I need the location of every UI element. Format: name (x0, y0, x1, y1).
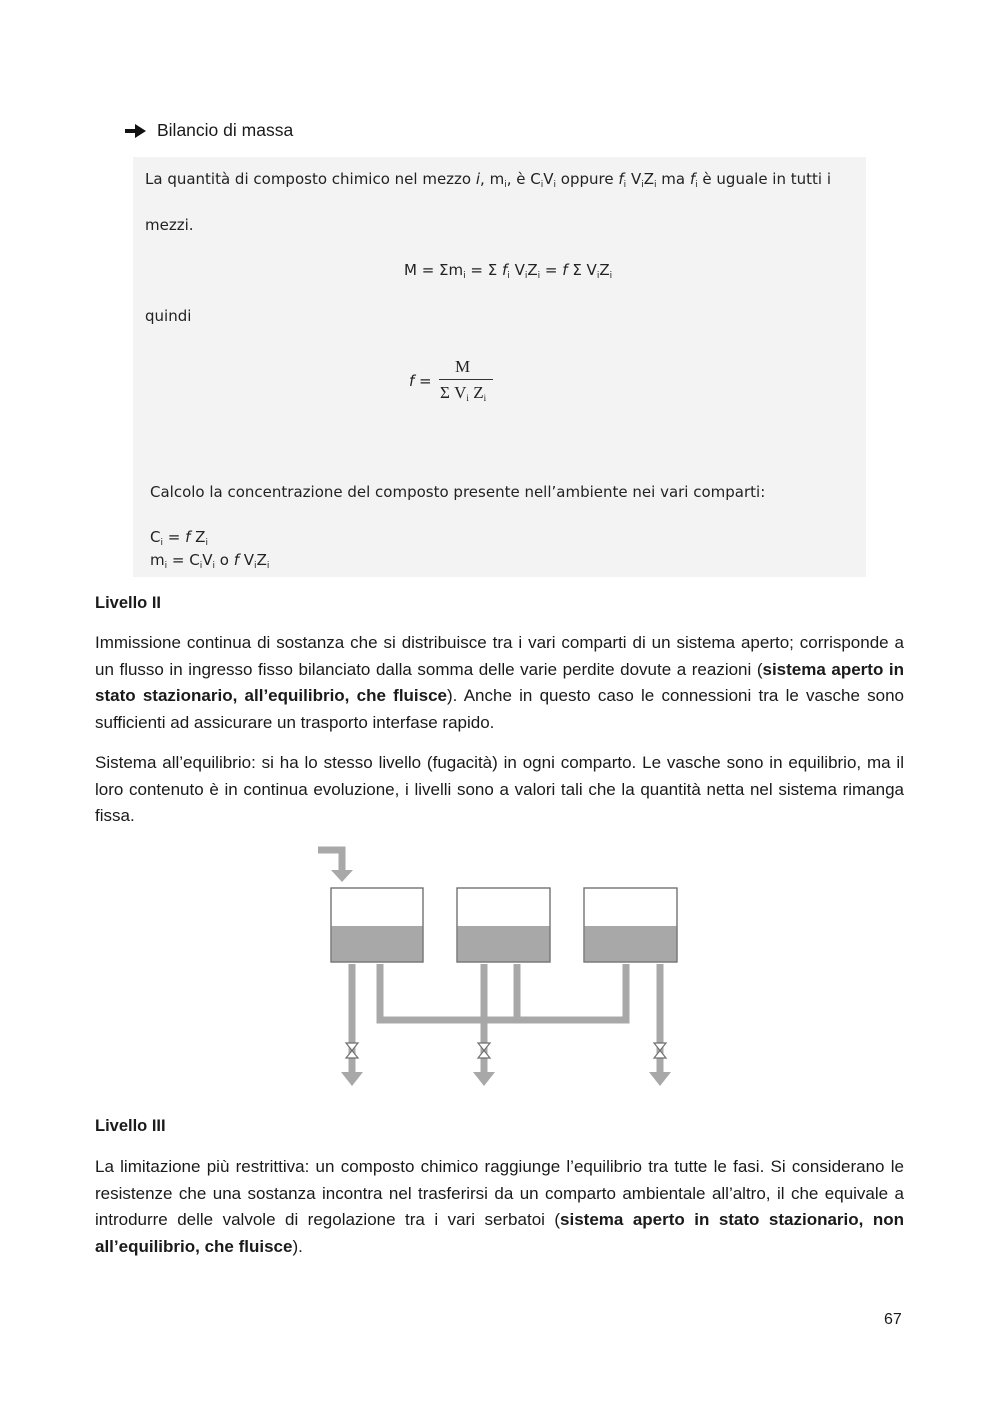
inflow-arrow-icon (331, 870, 353, 882)
hourglass-valve-icon (654, 1043, 666, 1058)
equation-fugacity-denominator: Σ $V_i$ $Z_i$ (440, 383, 487, 403)
equation-mass: $m_i = C_iV_i$ o f $V_iZ_i$ (150, 551, 270, 571)
level3-paragraph-1: La limitazione più restrittiva: un composto chimico raggiunge l’equilibrio tra tutte le fasi. Si considerano le resistenze che una sostanza incontra nel trasferirsi da un comparto ambientale all’altro, il che equivale a introdurre delle valvole di regolazione tra i vari serbatoi (sistema aperto in stato stazionario, non all’equilibrio, che fluisce). (95, 1157, 904, 1256)
bullet-heading (125, 120, 293, 141)
excerpt-line-1: La quantità di composto chimico nel mezzo i, $m_i$, è $C_iV_i$ oppure $f_i$ $V_iZ_i$ ma $f_i$ è uguale in tutti i (145, 170, 832, 190)
fraction-bar (439, 379, 493, 380)
connection-pipe-main (380, 964, 626, 1020)
level3-title: Livello III (95, 1117, 166, 1135)
outflow-arrow-icon (473, 1072, 495, 1086)
bullet-heading-text: Bilancio di massa (157, 120, 294, 140)
outflow-arrow-icon (341, 1072, 363, 1086)
equation-concentration: $C_i = f$ $Z_i$ (150, 528, 208, 548)
hourglass-valve-icon (478, 1043, 490, 1058)
excerpt-quindi: quindi (145, 307, 192, 325)
excerpt-box (133, 157, 866, 577)
equation-fugacity-numerator: M (455, 357, 471, 376)
inflow-pipe (318, 850, 342, 870)
equation-fugacity-lhs: f = (409, 372, 432, 390)
tank-3 (584, 888, 677, 962)
right-arrow-icon (125, 123, 147, 139)
excerpt-calc-line: Calcolo la concentrazione del composto presente nell’ambiente nei vari comparti: (150, 483, 766, 501)
hourglass-valve-icon (346, 1043, 358, 1058)
level2-title: Livello II (95, 594, 162, 612)
tanks-diagram (310, 840, 700, 1102)
outflow-arrow-icon (649, 1072, 671, 1086)
level2-paragraph-2: Sistema all’equilibrio: si ha lo stesso livello (fugacità) in ogni comparto. Le vasche sono in equilibrio, ma il loro contenuto è in continua evoluzione, i livelli sono a valori tali che la quantità netta nel sistema rimanga fissa. (95, 753, 904, 825)
excerpt-line-2: mezzi. (145, 216, 194, 234)
level2-paragraph-1: Immissione continua di sostanza che si distribuisce tra i vari comparti di un sistema aperto; corrisponde a un flusso in ingresso fisso bilanciato dalla somma delle varie perdite dovute a reazioni (sistema aperto in stato stazionario, all’equilibrio, che fluisce). Anche in questo caso le connessioni tra le vasche sono sufficienti ad assicurare un trasporto interfase rapido. (95, 633, 905, 732)
equation-mass-sum: $M = \Sigma m_i = \Sigma$ $f_i$ $V_iZ_i = f$ Σ $V_iZ_i$ (404, 261, 613, 281)
tank-1 (331, 888, 423, 962)
page-number: 67 (884, 1311, 902, 1328)
tank-2 (457, 888, 550, 962)
